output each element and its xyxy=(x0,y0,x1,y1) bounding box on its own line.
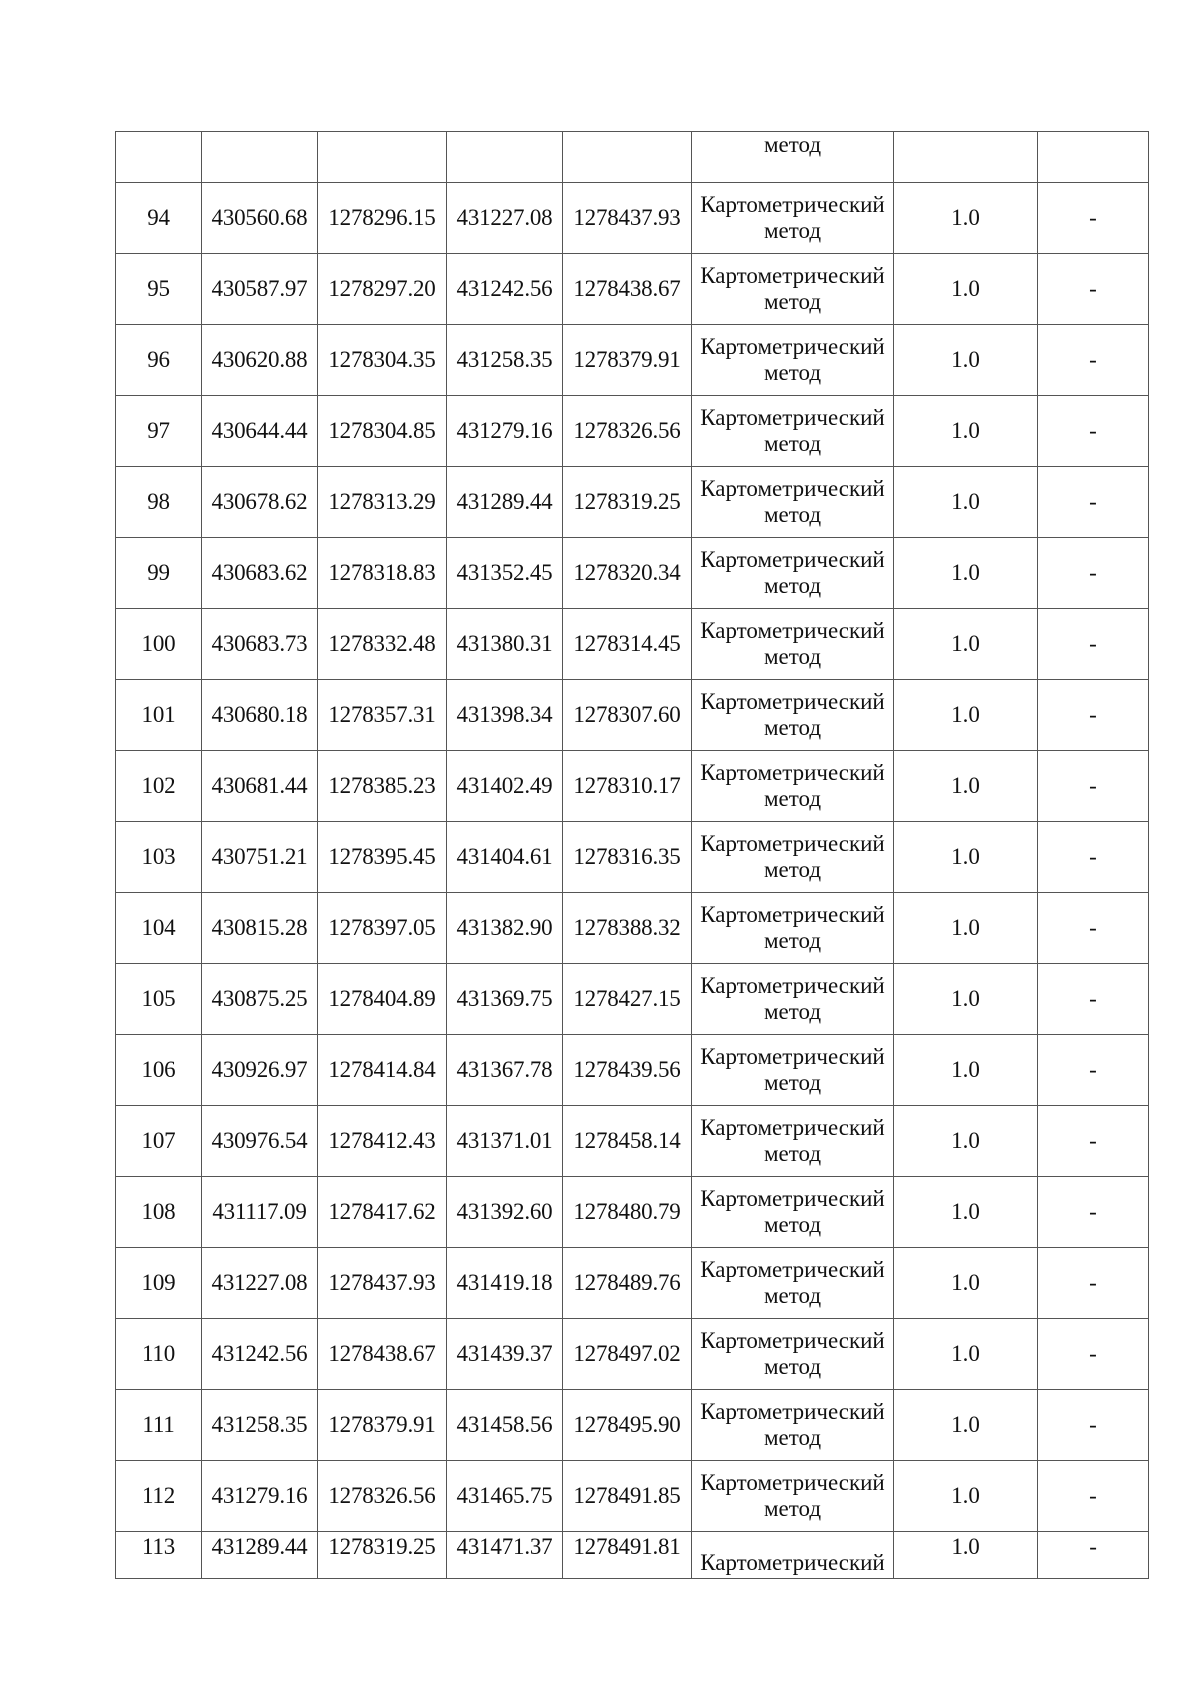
cell-accuracy: 1.0 xyxy=(894,183,1038,254)
table-row xyxy=(116,538,1149,609)
table-row xyxy=(116,1177,1149,1248)
cell-x2: 431352.45 xyxy=(447,538,563,609)
coordinates-table xyxy=(115,131,1149,1579)
method-line1: Картометрический xyxy=(700,1257,885,1282)
cell-number: 100 xyxy=(116,609,202,680)
cell-y2: 1278307.60 xyxy=(563,680,692,751)
cell-note: - xyxy=(1038,822,1149,893)
method-line2: метод xyxy=(763,1283,822,1308)
cell-y1: 1278297.20 xyxy=(318,254,447,325)
method-line2: метод xyxy=(763,1425,822,1450)
cell-accuracy: 1.0 xyxy=(894,1319,1038,1390)
cell-y2: 1278458.14 xyxy=(563,1106,692,1177)
cell-x1: 430681.44 xyxy=(202,751,318,822)
table-row xyxy=(116,893,1149,964)
table-row-last xyxy=(116,1532,1149,1579)
cell-x1: 430678.62 xyxy=(202,467,318,538)
cell-y1: 1278318.83 xyxy=(318,538,447,609)
cell-method xyxy=(692,538,894,609)
cell-accuracy: 1.0 xyxy=(894,1461,1038,1532)
cell-accuracy: 1.0 xyxy=(894,680,1038,751)
cell-method: Картометрический xyxy=(692,1532,894,1579)
cell-note: - xyxy=(1038,751,1149,822)
method-line2: метод xyxy=(763,431,822,456)
method-line1: Картометрический xyxy=(700,1115,885,1140)
cell-x1: 431258.35 xyxy=(202,1390,318,1461)
cell-method xyxy=(692,1390,894,1461)
cell-note: - xyxy=(1038,680,1149,751)
cell-y1: 1278357.31 xyxy=(318,680,447,751)
cell-y1: 1278395.45 xyxy=(318,822,447,893)
cell-method xyxy=(692,964,894,1035)
cell-accuracy: 1.0 xyxy=(894,325,1038,396)
cell-method xyxy=(692,609,894,680)
cell-x1: 430683.62 xyxy=(202,538,318,609)
cell-y2: 1278491.85 xyxy=(563,1461,692,1532)
method-line2: метод xyxy=(763,1354,822,1379)
cell-number: 99 xyxy=(116,538,202,609)
cell-method xyxy=(692,751,894,822)
cell-y2: 1278316.35 xyxy=(563,822,692,893)
cell-x2: 431371.01 xyxy=(447,1106,563,1177)
method-line1: Картометрический xyxy=(700,831,885,856)
table-row xyxy=(116,964,1149,1035)
cell-number: 108 xyxy=(116,1177,202,1248)
table-row xyxy=(116,254,1149,325)
method-line2: метод xyxy=(763,573,822,598)
cell-y1: 1278326.56 xyxy=(318,1461,447,1532)
cell-x2: 431458.56 xyxy=(447,1390,563,1461)
method-line1: Картометрический xyxy=(700,973,885,998)
cell-method xyxy=(692,254,894,325)
cell-x1: 430683.73 xyxy=(202,609,318,680)
cell-accuracy: 1.0 xyxy=(894,751,1038,822)
cell-x2: 431242.56 xyxy=(447,254,563,325)
method-line1: Картометрический xyxy=(700,476,885,501)
cell-y2: 1278497.02 xyxy=(563,1319,692,1390)
method-line1: Картометрический xyxy=(700,1186,885,1211)
cell-method xyxy=(692,1035,894,1106)
cell-note: - xyxy=(1038,254,1149,325)
cell-y2: 1278427.15 xyxy=(563,964,692,1035)
cell-x1: 431279.16 xyxy=(202,1461,318,1532)
cell-number: 103 xyxy=(116,822,202,893)
method-line2: метод xyxy=(763,502,822,527)
method-line2: метод xyxy=(763,1141,822,1166)
cell-method xyxy=(692,1248,894,1319)
table-row xyxy=(116,396,1149,467)
cell-y1: 1278404.89 xyxy=(318,964,447,1035)
table-row xyxy=(116,822,1149,893)
cell-accuracy: 1.0 xyxy=(894,538,1038,609)
cell-method xyxy=(692,325,894,396)
cell-y1: 1278385.23 xyxy=(318,751,447,822)
cell-number: 96 xyxy=(116,325,202,396)
cell-y1: 1278313.29 xyxy=(318,467,447,538)
cell-x2: 431398.34 xyxy=(447,680,563,751)
cell-y1: 1278417.62 xyxy=(318,1177,447,1248)
table-row xyxy=(116,680,1149,751)
method-line1: Картометрический xyxy=(700,334,885,359)
cell-y1: 1278438.67 xyxy=(318,1319,447,1390)
cell-y1: 1278304.35 xyxy=(318,325,447,396)
table-body xyxy=(116,132,1149,1579)
cell-number: 110 xyxy=(116,1319,202,1390)
cell-method xyxy=(692,893,894,964)
cell-y2: 1278326.56 xyxy=(563,396,692,467)
cell-x1: 431227.08 xyxy=(202,1248,318,1319)
cell-note: - xyxy=(1038,467,1149,538)
cell-number: 112 xyxy=(116,1461,202,1532)
method-line2: метод xyxy=(763,360,822,385)
cell-y2: 1278310.17 xyxy=(563,751,692,822)
cell-x2: 431279.16 xyxy=(447,396,563,467)
cell-number: 95 xyxy=(116,254,202,325)
cell-y1: 1278412.43 xyxy=(318,1106,447,1177)
cell-method xyxy=(692,1319,894,1390)
cell-y2: 1278438.67 xyxy=(563,254,692,325)
cell-y2: 1278314.45 xyxy=(563,609,692,680)
cell-accuracy: 1.0 xyxy=(894,1035,1038,1106)
table-row xyxy=(116,609,1149,680)
cell-x1: 430751.21 xyxy=(202,822,318,893)
method-line1: Картометрический xyxy=(700,760,885,785)
cell-accuracy: 1.0 xyxy=(894,893,1038,964)
cell-accuracy: 1.0 xyxy=(894,822,1038,893)
cell-y2: 1278388.32 xyxy=(563,893,692,964)
cell-number: 104 xyxy=(116,893,202,964)
cell-y2: 1278379.91 xyxy=(563,325,692,396)
cell-note: - xyxy=(1038,1106,1149,1177)
cell-note: - xyxy=(1038,893,1149,964)
cell-note: - xyxy=(1038,1319,1149,1390)
cell-x1: 430815.28 xyxy=(202,893,318,964)
method-line1: Картометрический xyxy=(700,1470,885,1495)
method-line2: метод xyxy=(763,786,822,811)
cell-note: - xyxy=(1038,609,1149,680)
cell-number: 97 xyxy=(116,396,202,467)
method-line1: Картометрический xyxy=(700,405,885,430)
cell-x2: 431392.60 xyxy=(447,1177,563,1248)
cell-number: 98 xyxy=(116,467,202,538)
cell-number: 113 xyxy=(116,1532,202,1579)
cell-accuracy: 1.0 xyxy=(894,1106,1038,1177)
cell-accuracy: 1.0 xyxy=(894,467,1038,538)
cell-y1: 1278379.91 xyxy=(318,1390,447,1461)
cell-note: - xyxy=(1038,538,1149,609)
cell-note: - xyxy=(1038,1177,1149,1248)
cell-note: - xyxy=(1038,1461,1149,1532)
cell-y2 xyxy=(563,132,692,183)
method-line2: метод xyxy=(763,1212,822,1237)
method-line1: Картометрический xyxy=(700,547,885,572)
cell-y1: 1278319.25 xyxy=(318,1532,447,1579)
cell-x2 xyxy=(447,132,563,183)
cell-x2: 431419.18 xyxy=(447,1248,563,1319)
cell-number: 102 xyxy=(116,751,202,822)
cell-accuracy: 1.0 xyxy=(894,1532,1038,1579)
cell-accuracy: 1.0 xyxy=(894,1248,1038,1319)
cell-number: 105 xyxy=(116,964,202,1035)
table-row xyxy=(116,1319,1149,1390)
cell-y1: 1278414.84 xyxy=(318,1035,447,1106)
cell-number: 94 xyxy=(116,183,202,254)
cell-number: 101 xyxy=(116,680,202,751)
table-row xyxy=(116,1461,1149,1532)
cell-y2: 1278489.76 xyxy=(563,1248,692,1319)
cell-x2: 431402.49 xyxy=(447,751,563,822)
table-row xyxy=(116,1035,1149,1106)
cell-method xyxy=(692,396,894,467)
cell-note: - xyxy=(1038,183,1149,254)
cell-x1: 431242.56 xyxy=(202,1319,318,1390)
cell-x1: 430680.18 xyxy=(202,680,318,751)
table-row xyxy=(116,183,1149,254)
table-row xyxy=(116,1106,1149,1177)
cell-x2: 431439.37 xyxy=(447,1319,563,1390)
method-line2: метод xyxy=(763,928,822,953)
cell-x2: 431258.35 xyxy=(447,325,563,396)
method-line1: Картометрический xyxy=(700,1328,885,1353)
cell-note: - xyxy=(1038,396,1149,467)
table-row xyxy=(116,325,1149,396)
cell-y1: 1278304.85 xyxy=(318,396,447,467)
cell-x1: 430976.54 xyxy=(202,1106,318,1177)
cell-method xyxy=(692,1106,894,1177)
cell-number: 111 xyxy=(116,1390,202,1461)
method-line2: метод xyxy=(763,289,822,314)
cell-y2: 1278320.34 xyxy=(563,538,692,609)
table-row-continued xyxy=(116,132,1149,183)
cell-x1: 430926.97 xyxy=(202,1035,318,1106)
cell-x2: 431404.61 xyxy=(447,822,563,893)
cell-y1 xyxy=(318,132,447,183)
cell-accuracy: 1.0 xyxy=(894,609,1038,680)
cell-y2: 1278319.25 xyxy=(563,467,692,538)
cell-x2: 431289.44 xyxy=(447,467,563,538)
cell-accuracy xyxy=(894,132,1038,183)
method-line2: метод xyxy=(763,1070,822,1095)
cell-note: - xyxy=(1038,964,1149,1035)
cell-x1: 430560.68 xyxy=(202,183,318,254)
cell-y1: 1278437.93 xyxy=(318,1248,447,1319)
cell-note: - xyxy=(1038,1035,1149,1106)
cell-x2: 431465.75 xyxy=(447,1461,563,1532)
method-line1: Картометрический xyxy=(700,263,885,288)
method-line2: метод xyxy=(763,715,822,740)
cell-accuracy: 1.0 xyxy=(894,396,1038,467)
cell-y2: 1278495.90 xyxy=(563,1390,692,1461)
cell-number: 109 xyxy=(116,1248,202,1319)
method-line1: Картометрический xyxy=(700,618,885,643)
cell-x1 xyxy=(202,132,318,183)
table-row xyxy=(116,1248,1149,1319)
cell-method xyxy=(692,132,894,183)
cell-method xyxy=(692,822,894,893)
cell-number: 107 xyxy=(116,1106,202,1177)
method-line1: Картометрический xyxy=(700,902,885,927)
cell-x2: 431369.75 xyxy=(447,964,563,1035)
cell-number xyxy=(116,132,202,183)
cell-x1: 431117.09 xyxy=(202,1177,318,1248)
cell-accuracy: 1.0 xyxy=(894,254,1038,325)
cell-x2: 431380.31 xyxy=(447,609,563,680)
cell-note: - xyxy=(1038,325,1149,396)
method-line2: метод xyxy=(763,644,822,669)
cell-x2: 431227.08 xyxy=(447,183,563,254)
cell-x1: 430620.88 xyxy=(202,325,318,396)
table-row xyxy=(116,467,1149,538)
cell-method xyxy=(692,183,894,254)
cell-x2: 431382.90 xyxy=(447,893,563,964)
cell-x1: 430644.44 xyxy=(202,396,318,467)
cell-method xyxy=(692,467,894,538)
method-line1: Картометрический xyxy=(700,1399,885,1424)
cell-accuracy: 1.0 xyxy=(894,1177,1038,1248)
cell-note: - xyxy=(1038,1532,1149,1579)
method-line1: Картометрический xyxy=(700,192,885,217)
cell-y2: 1278491.81 xyxy=(563,1532,692,1579)
cell-accuracy: 1.0 xyxy=(894,964,1038,1035)
cell-note: - xyxy=(1038,1390,1149,1461)
cell-note xyxy=(1038,132,1149,183)
method-line2: метод xyxy=(763,218,822,243)
table-row xyxy=(116,1390,1149,1461)
method-line2: метод xyxy=(763,1496,822,1521)
cell-accuracy: 1.0 xyxy=(894,1390,1038,1461)
cell-x2: 431367.78 xyxy=(447,1035,563,1106)
cell-method xyxy=(692,1177,894,1248)
cell-x2: 431471.37 xyxy=(447,1532,563,1579)
method-line2: метод xyxy=(763,857,822,882)
method-line2: метод xyxy=(763,999,822,1024)
cell-y2: 1278439.56 xyxy=(563,1035,692,1106)
cell-x1: 431289.44 xyxy=(202,1532,318,1579)
cell-x1: 430875.25 xyxy=(202,964,318,1035)
table-row xyxy=(116,751,1149,822)
method-line1: Картометрический xyxy=(700,1044,885,1069)
cell-y1: 1278296.15 xyxy=(318,183,447,254)
method-line1: Картометрический xyxy=(700,689,885,714)
cell-y1: 1278332.48 xyxy=(318,609,447,680)
cell-method xyxy=(692,1461,894,1532)
cell-method xyxy=(692,680,894,751)
cell-y1: 1278397.05 xyxy=(318,893,447,964)
cell-number: 106 xyxy=(116,1035,202,1106)
method-line2: метод xyxy=(763,132,822,157)
cell-note: - xyxy=(1038,1248,1149,1319)
cell-x1: 430587.97 xyxy=(202,254,318,325)
cell-y2: 1278437.93 xyxy=(563,183,692,254)
cell-y2: 1278480.79 xyxy=(563,1177,692,1248)
